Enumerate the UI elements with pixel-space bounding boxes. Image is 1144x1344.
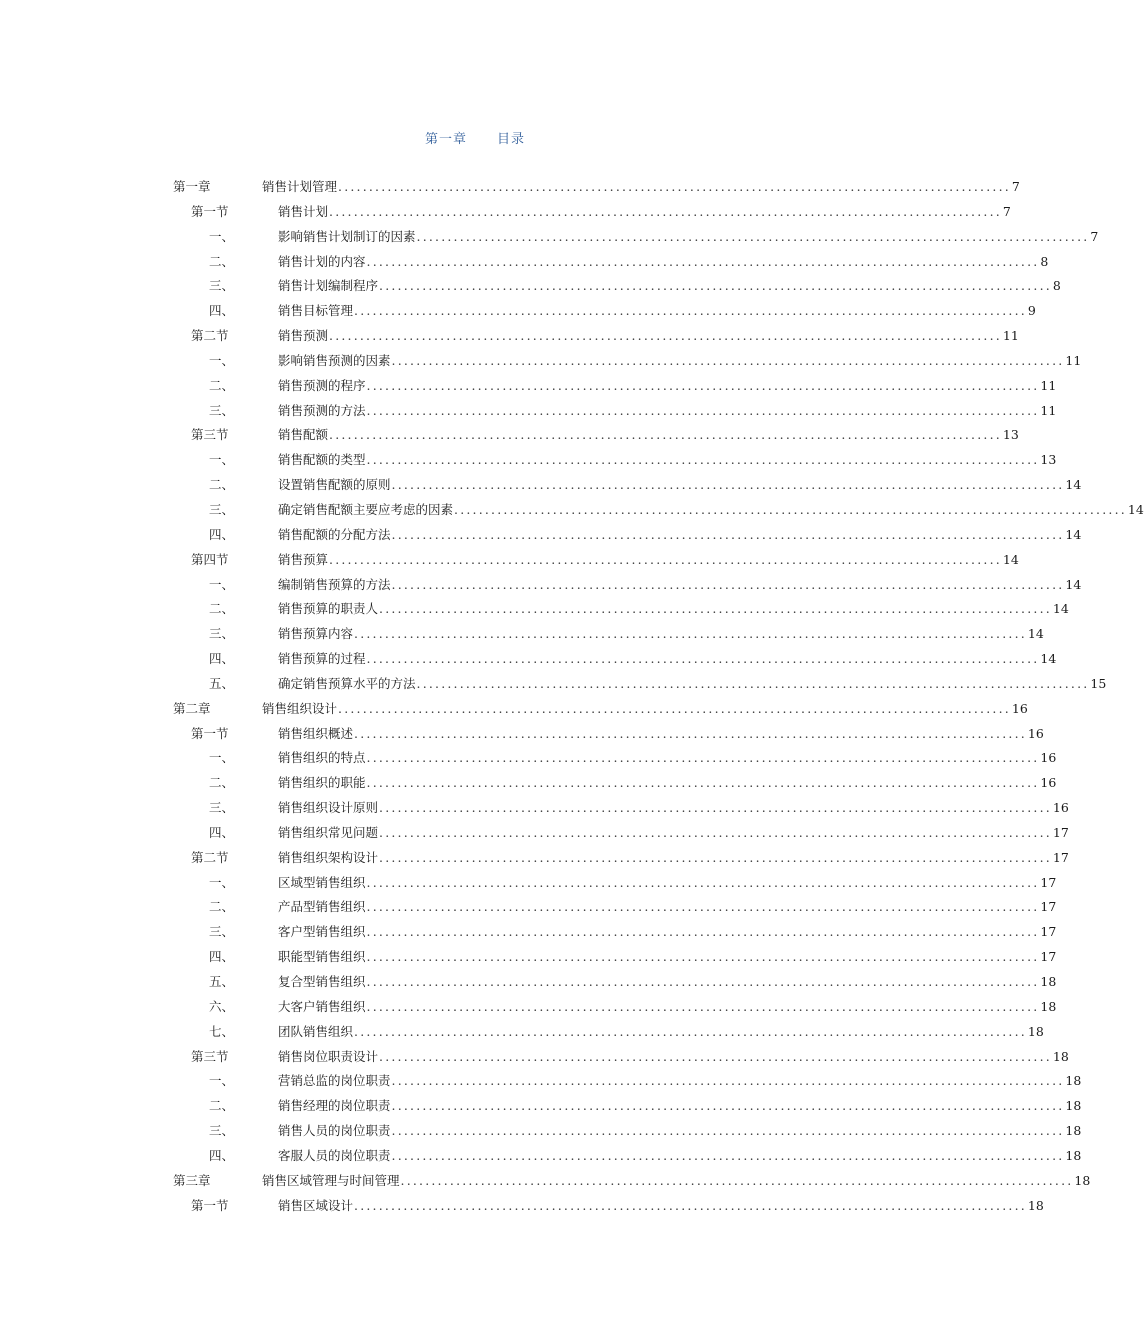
toc-entry-page-number: 17 — [1040, 874, 1057, 890]
toc-dot-leader: ............................................................................................................. — [329, 551, 1002, 567]
toc-entry[interactable] — [173, 1020, 1044, 1045]
toc-entry-number: 一、 — [209, 452, 235, 468]
toc-entry-number: 一、 — [209, 750, 235, 766]
toc-entry[interactable] — [173, 1119, 1082, 1144]
toc-entry[interactable] — [173, 920, 1057, 945]
toc-dot-leader: ............................................................................................................. — [391, 1073, 1065, 1089]
toc-entry-page-number: 14 — [1052, 601, 1069, 617]
toc-entry-page-number: 7 — [1002, 203, 1011, 219]
toc-entry-page-number: 7 — [1090, 228, 1099, 244]
toc-entry-title: 销售预测的程序 — [278, 377, 366, 393]
toc-entry[interactable] — [173, 349, 1082, 374]
toc-entry[interactable] — [173, 1144, 1082, 1169]
toc-entry-number: 第三章 — [173, 1172, 211, 1188]
toc-entry[interactable] — [173, 622, 1044, 647]
toc-entry[interactable] — [173, 796, 1069, 821]
toc-entry[interactable] — [173, 895, 1057, 920]
toc-entry-title: 编制销售预算的方法 — [278, 576, 391, 592]
toc-dot-leader: ............................................................................................................. — [366, 974, 1040, 989]
toc-entry-number: 三、 — [209, 1123, 235, 1139]
toc-entry-page-number: 14 — [1027, 626, 1044, 642]
toc-entry[interactable] — [173, 597, 1069, 622]
toc-entry-page-number: 17 — [1052, 824, 1069, 840]
toc-entry-title: 销售配额的分配方法 — [278, 526, 391, 542]
toc-entry-page-number: 16 — [1052, 800, 1069, 816]
toc-entry-number: 第四节 — [191, 551, 229, 567]
toc-entry-page-number: 17 — [1040, 924, 1057, 940]
toc-entry-number: 第三节 — [191, 427, 229, 443]
toc-dot-leader: ............................................................................................................. — [354, 303, 1027, 319]
toc-entry-title: 客服人员的岗位职责 — [278, 1147, 391, 1163]
toc-entry-title: 职能型销售组织 — [278, 949, 366, 965]
toc-entry-page-number: 14 — [1065, 477, 1082, 493]
toc-entry[interactable] — [173, 448, 1057, 473]
toc-entry-number: 四、 — [209, 949, 235, 965]
toc-entry-number: 一、 — [209, 228, 235, 244]
toc-dot-leader: ............................................................................................................. — [391, 352, 1065, 368]
toc-entry-page-number: 14 — [1002, 551, 1019, 567]
toc-entry[interactable] — [173, 324, 1019, 349]
toc-entry-title: 销售区域设计 — [278, 1197, 354, 1213]
toc-entry-title: 产品型销售组织 — [278, 899, 366, 915]
toc-entry[interactable] — [173, 1194, 1044, 1219]
toc-entry-number: 四、 — [209, 526, 235, 542]
toc-entry-title: 营销总监的岗位职责 — [278, 1073, 391, 1089]
toc-entry-title: 销售预算 — [278, 551, 329, 567]
toc-entry-page-number: 18 — [1065, 1098, 1082, 1114]
toc-dot-leader: ............................................................................................................. — [454, 501, 1127, 517]
toc-entry-page-number: 11 — [1065, 352, 1082, 368]
toc-dot-leader: ............................................................................................................. — [379, 824, 1052, 840]
toc-entry-number: 第一章 — [173, 179, 211, 194]
toc-entry[interactable] — [173, 722, 1044, 747]
toc-title-chapter: 第一章 — [424, 132, 467, 147]
toc-entry-number: 四、 — [209, 651, 235, 667]
toc-entry-page-number: 18 — [1065, 1073, 1082, 1089]
toc-entry[interactable] — [173, 1045, 1069, 1070]
toc-dot-leader: ............................................................................................................. — [329, 203, 1002, 219]
toc-dot-leader: ............................................................................................................. — [379, 1048, 1052, 1064]
toc-entry-title: 确定销售预算水平的方法 — [278, 675, 416, 691]
toc-dot-leader: ............................................................................................................. — [379, 849, 1052, 865]
toc-entry[interactable] — [173, 548, 1019, 573]
toc-entry[interactable] — [173, 697, 1028, 722]
toc-entry-title: 销售组织设计 — [262, 700, 338, 716]
toc-entry-number: 三、 — [209, 278, 235, 294]
toc-entry-page-number: 14 — [1065, 576, 1082, 592]
toc-dot-leader: ............................................................................................................. — [391, 477, 1065, 493]
toc-dot-leader: ............................................................................................................. — [366, 998, 1040, 1014]
toc-entry-title: 销售组织架构设计 — [278, 849, 379, 865]
toc-entry-title: 销售配额 — [278, 427, 329, 443]
toc-entry-title: 销售组织常见问题 — [278, 824, 379, 840]
toc-entry-title: 销售计划 — [278, 203, 329, 219]
toc-entry-page-number: 18 — [1052, 1048, 1069, 1064]
toc-entry-page-number: 7 — [1011, 179, 1020, 194]
toc-dot-leader: ............................................................................................................. — [416, 228, 1090, 244]
toc-entry-number: 一、 — [209, 352, 235, 368]
toc-dot-leader: ............................................................................................................. — [354, 1023, 1027, 1039]
toc-entry-number: 四、 — [209, 303, 235, 319]
toc-entry-title: 销售预算内容 — [278, 626, 354, 642]
toc-entry-page-number: 16 — [1040, 750, 1057, 766]
toc-entry-number: 第三节 — [191, 1048, 229, 1064]
toc-dot-leader: ............................................................................................................. — [366, 253, 1040, 269]
toc-entry-number: 第一节 — [191, 203, 229, 219]
toc-entry-title: 影响销售计划制订的因素 — [278, 228, 416, 244]
toc-entry-title: 销售岗位职责设计 — [278, 1048, 379, 1064]
toc-entry-page-number: 11 — [1040, 377, 1057, 393]
toc-entry-number: 二、 — [209, 775, 235, 791]
toc-dot-leader: ............................................................................................................. — [366, 377, 1040, 393]
toc-entry-title: 设置销售配额的原则 — [278, 477, 391, 493]
toc-dot-leader: ............................................................................................................. — [354, 1197, 1027, 1213]
toc-entry[interactable] — [173, 225, 1099, 250]
toc-entry-page-number: 11 — [1002, 328, 1019, 344]
toc-dot-leader: ............................................................................................................. — [366, 402, 1040, 418]
toc-dot-leader: ............................................................................................................. — [379, 601, 1052, 617]
toc-entry-number: 三、 — [209, 501, 235, 517]
toc-entry-page-number: 14 — [1040, 651, 1057, 667]
toc-dot-leader: ............................................................................................................. — [366, 750, 1040, 766]
toc-entry[interactable] — [173, 573, 1082, 598]
toc-entry-title: 销售目标管理 — [278, 303, 354, 319]
toc-entry-page-number: 17 — [1040, 899, 1057, 915]
toc-dot-leader: ............................................................................................................. — [338, 700, 1011, 716]
toc-dot-leader: ............................................................................................................. — [366, 899, 1040, 915]
toc-entry-title: 销售预算的过程 — [278, 651, 366, 667]
toc-entry-title: 确定销售配额主要应考虑的因素 — [278, 501, 454, 517]
toc-entry-page-number: 11 — [1040, 402, 1057, 418]
toc-entry-number: 一、 — [209, 576, 235, 592]
toc-entry-number: 第一节 — [191, 725, 229, 741]
toc-entry-page-number: 14 — [1065, 526, 1082, 542]
toc-dot-leader: ............................................................................................................. — [391, 1147, 1065, 1163]
toc-entry-number: 四、 — [209, 1147, 235, 1163]
toc-entry-page-number: 14 — [1127, 501, 1144, 517]
toc-entry-page-number: 18 — [1065, 1123, 1082, 1139]
toc-entry-title: 客户型销售组织 — [278, 924, 366, 940]
toc-dot-leader: ............................................................................................................. — [391, 576, 1065, 592]
toc-entry[interactable] — [173, 647, 1057, 672]
toc-entry[interactable] — [173, 1094, 1082, 1119]
toc-dot-leader: ............................................................................................................. — [366, 874, 1040, 890]
toc-dot-leader: ............................................................................................................. — [329, 328, 1002, 344]
toc-entry[interactable] — [173, 672, 1107, 697]
toc-entry-number: 六、 — [209, 998, 235, 1014]
toc-entry-title: 复合型销售组织 — [278, 974, 366, 989]
toc-entry-title: 销售计划的内容 — [278, 253, 366, 269]
toc-entry-title: 销售预算的职责人 — [278, 601, 379, 617]
toc-entry[interactable] — [173, 250, 1049, 275]
toc-entry-title: 销售配额的类型 — [278, 452, 366, 468]
toc-dot-leader: ............................................................................................................. — [391, 1098, 1065, 1114]
toc-entry-number: 三、 — [209, 800, 235, 816]
toc-entry[interactable] — [173, 200, 1011, 225]
toc-dot-leader: ............................................................................................................. — [400, 1172, 1074, 1188]
toc-entry-number: 二、 — [209, 899, 235, 915]
toc-entry-page-number: 18 — [1027, 1197, 1044, 1213]
toc-entry[interactable] — [173, 771, 1057, 796]
toc-entry-title: 销售人员的岗位职责 — [278, 1123, 391, 1139]
toc-dot-leader: ............................................................................................................. — [366, 452, 1040, 468]
toc-entry-title: 销售计划编制程序 — [278, 278, 379, 294]
toc-entry-number: 五、 — [209, 974, 235, 989]
toc-entry-title: 销售预测 — [278, 328, 329, 344]
toc-entry-page-number: 16 — [1040, 775, 1057, 791]
toc-dot-leader: ............................................................................................................. — [379, 278, 1052, 294]
toc-entry-page-number: 17 — [1052, 849, 1069, 865]
toc-entry-page-number: 9 — [1027, 303, 1036, 319]
toc-entry[interactable] — [173, 175, 1020, 200]
toc-entry-title: 销售组织的特点 — [278, 750, 366, 766]
toc-entry[interactable] — [173, 374, 1057, 399]
toc-dot-leader: ............................................................................................................. — [329, 427, 1002, 443]
toc-entry-number: 二、 — [209, 601, 235, 617]
toc-entry-number: 第一节 — [191, 1197, 229, 1213]
toc-entry-number: 四、 — [209, 824, 235, 840]
toc-entry-number: 三、 — [209, 924, 235, 940]
toc-entry-title: 销售计划管理 — [262, 179, 338, 194]
toc-entry-number: 七、 — [209, 1023, 235, 1039]
toc-entry-page-number: 18 — [1065, 1147, 1082, 1163]
toc-dot-leader: ............................................................................................................. — [338, 179, 1011, 194]
table-of-contents — [173, 175, 1144, 1218]
toc-entry[interactable] — [173, 821, 1069, 846]
toc-entry-number: 二、 — [209, 377, 235, 393]
toc-entry-title: 影响销售预测的因素 — [278, 352, 391, 368]
toc-entry[interactable] — [173, 523, 1082, 548]
toc-entry[interactable] — [173, 498, 1144, 523]
toc-entry-title: 大客户销售组织 — [278, 998, 366, 1014]
toc-entry-page-number: 18 — [1040, 974, 1057, 989]
toc-entry-page-number: 15 — [1090, 675, 1107, 691]
toc-entry[interactable] — [173, 1169, 1091, 1194]
toc-entry-number: 二、 — [209, 477, 235, 493]
toc-entry[interactable] — [173, 299, 1036, 324]
toc-entry-page-number: 13 — [1002, 427, 1019, 443]
toc-entry-page-number: 18 — [1040, 998, 1057, 1014]
toc-dot-leader: ............................................................................................................. — [391, 1123, 1065, 1139]
toc-entry-title: 区域型销售组织 — [278, 874, 366, 890]
toc-entry-page-number: 8 — [1052, 278, 1061, 294]
toc-title — [0, 128, 950, 147]
toc-entry-number: 第二节 — [191, 849, 229, 865]
toc-dot-leader: ............................................................................................................. — [366, 651, 1040, 667]
toc-entry[interactable] — [173, 746, 1057, 771]
toc-dot-leader: ............................................................................................................. — [379, 800, 1052, 816]
toc-entry-page-number: 17 — [1040, 949, 1057, 965]
toc-dot-leader: ............................................................................................................. — [366, 949, 1040, 965]
toc-entry[interactable] — [173, 871, 1057, 896]
toc-dot-leader: ............................................................................................................. — [366, 924, 1040, 940]
toc-entry-page-number: 16 — [1011, 700, 1028, 716]
toc-entry-title: 销售组织设计原则 — [278, 800, 379, 816]
toc-entry-title: 销售经理的岗位职责 — [278, 1098, 391, 1114]
toc-entry-number: 五、 — [209, 675, 235, 691]
toc-entry-title: 销售区域管理与时间管理 — [262, 1172, 400, 1188]
toc-entry-number: 一、 — [209, 874, 235, 890]
toc-entry-page-number: 18 — [1027, 1023, 1044, 1039]
toc-entry-number: 二、 — [209, 253, 235, 269]
toc-dot-leader: ............................................................................................................. — [354, 626, 1027, 642]
toc-entry-number: 二、 — [209, 1098, 235, 1114]
toc-dot-leader: ............................................................................................................. — [391, 526, 1065, 542]
toc-dot-leader: ............................................................................................................. — [366, 775, 1040, 791]
toc-entry-page-number: 13 — [1040, 452, 1057, 468]
toc-dot-leader: ............................................................................................................. — [416, 675, 1090, 691]
toc-entry-number: 三、 — [209, 402, 235, 418]
toc-entry[interactable] — [173, 423, 1019, 448]
toc-entry-page-number: 16 — [1027, 725, 1044, 741]
toc-entry-number: 第二章 — [173, 700, 211, 716]
toc-entry[interactable] — [173, 945, 1057, 970]
toc-entry-title: 销售组织概述 — [278, 725, 354, 741]
toc-entry[interactable] — [173, 970, 1057, 995]
toc-entry-title: 团队销售组织 — [278, 1023, 354, 1039]
toc-entry-number: 一、 — [209, 1073, 235, 1089]
toc-entry-title: 销售组织的职能 — [278, 775, 366, 791]
toc-title-label: 目录 — [497, 132, 526, 147]
toc-entry-number: 第二节 — [191, 328, 229, 344]
toc-entry-title: 销售预测的方法 — [278, 402, 366, 418]
toc-entry[interactable] — [173, 1069, 1082, 1094]
toc-entry-number: 三、 — [209, 626, 235, 642]
toc-entry[interactable] — [173, 274, 1061, 299]
toc-entry-page-number: 8 — [1040, 253, 1049, 269]
toc-dot-leader: ............................................................................................................. — [354, 725, 1027, 741]
toc-entry[interactable] — [173, 399, 1057, 424]
toc-entry-page-number: 18 — [1074, 1172, 1091, 1188]
toc-entry[interactable] — [173, 473, 1082, 498]
toc-entry[interactable] — [173, 846, 1069, 871]
toc-entry[interactable] — [173, 995, 1057, 1020]
